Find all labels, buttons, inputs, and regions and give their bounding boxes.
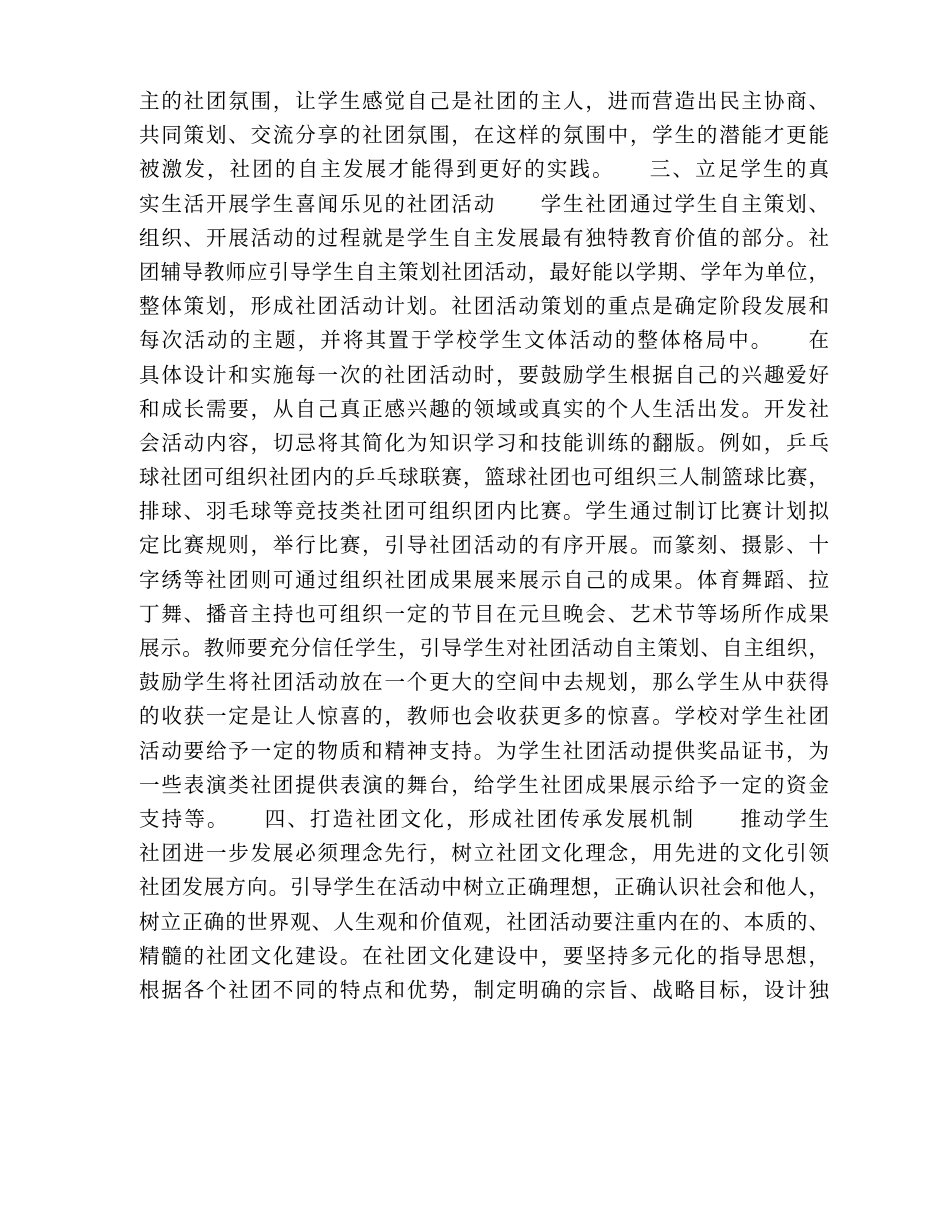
text-line: 被激发，社团的自主发展才能得到更好的实践。 三、立足学生的真 <box>139 157 829 182</box>
text-line: 团辅导教师应引导学生自主策划社团活动，最好能以学期、学年为单位， <box>139 259 829 284</box>
text-line: 根据各个社团不同的特点和优势，制定明确的宗旨、战略目标，设计独 <box>139 977 829 1002</box>
text-line: 活动要给予一定的物质和精神支持。为学生社团活动提供奖品证书，为 <box>139 738 829 763</box>
text-line: 精髓的社团文化建设。在社团文化建设中，要坚持多元化的指导思想， <box>139 943 829 968</box>
text-line: 主的社团氛围，让学生感觉自己是社团的主人，进而营造出民主协商、 <box>139 89 829 113</box>
text-line: 丁舞、播音主持也可组织一定的节目在元旦晚会、艺术节等场所作成果 <box>139 601 829 626</box>
text-line: 和成长需要，从自己真正感兴趣的领域或真实的个人生活出发。开发社 <box>139 396 829 421</box>
text-line: 每次活动的主题，并将其置于学校学生文体活动的整体格局中。 在 <box>139 328 829 353</box>
text-line: 社团发展方向。引导学生在活动中树立正确理想，正确认识社会和他人， <box>139 875 829 900</box>
text-line: 支持等。 四、打造社团文化，形成社团传承发展机制 推动学生 <box>139 806 829 831</box>
text-line: 实生活开展学生喜闻乐见的社团活动 学生社团通过学生自主策划、 <box>139 191 829 216</box>
text-line: 具体设计和实施每一次的社团活动时，要鼓励学生根据自己的兴趣爱好 <box>139 362 829 387</box>
text-line: 树立正确的世界观、人生观和价值观，社团活动要注重内在的、本质的、 <box>139 909 829 934</box>
text-line: 字绣等社团则可通过组织社团成果展来展示自己的成果。体育舞蹈、拉 <box>139 567 829 592</box>
text-line: 会活动内容，切忌将其简化为知识学习和技能训练的翻版。例如，乒乓 <box>139 430 829 455</box>
text-line: 一些表演类社团提供表演的舞台，给学生社团成果展示给予一定的资金 <box>139 772 829 797</box>
text-line: 定比赛规则，举行比赛，引导社团活动的有序开展。而篆刻、摄影、十 <box>139 533 829 558</box>
text-line: 的收获一定是让人惊喜的，教师也会收获更多的惊喜。学校对学生社团 <box>139 704 829 729</box>
text-line: 球社团可组织社团内的乒乓球联赛，篮球社团也可组织三人制篮球比赛， <box>139 465 829 490</box>
text-line: 社团进一步发展必须理念先行，树立社团文化理念，用先进的文化引领 <box>139 841 829 866</box>
text-line: 排球、羽毛球等竞技类社团可组织团内比赛。学生通过制订比赛计划拟 <box>139 499 829 524</box>
text-line: 整体策划，形成社团活动计划。社团活动策划的重点是确定阶段发展和 <box>139 294 829 319</box>
text-line: 共同策划、交流分享的社团氛围，在这样的氛围中，学生的潜能才更能 <box>139 123 829 148</box>
text-line: 展示。教师要充分信任学生，引导学生对社团活动自主策划、自主组织， <box>139 636 829 660</box>
body-text <box>139 84 829 1007</box>
text-line: 组织、开展活动的过程就是学生自主发展最有独特教育价值的部分。社 <box>139 225 829 250</box>
text-line: 鼓励学生将社团活动放在一个更大的空间中去规划，那么学生从中获得 <box>139 670 829 695</box>
